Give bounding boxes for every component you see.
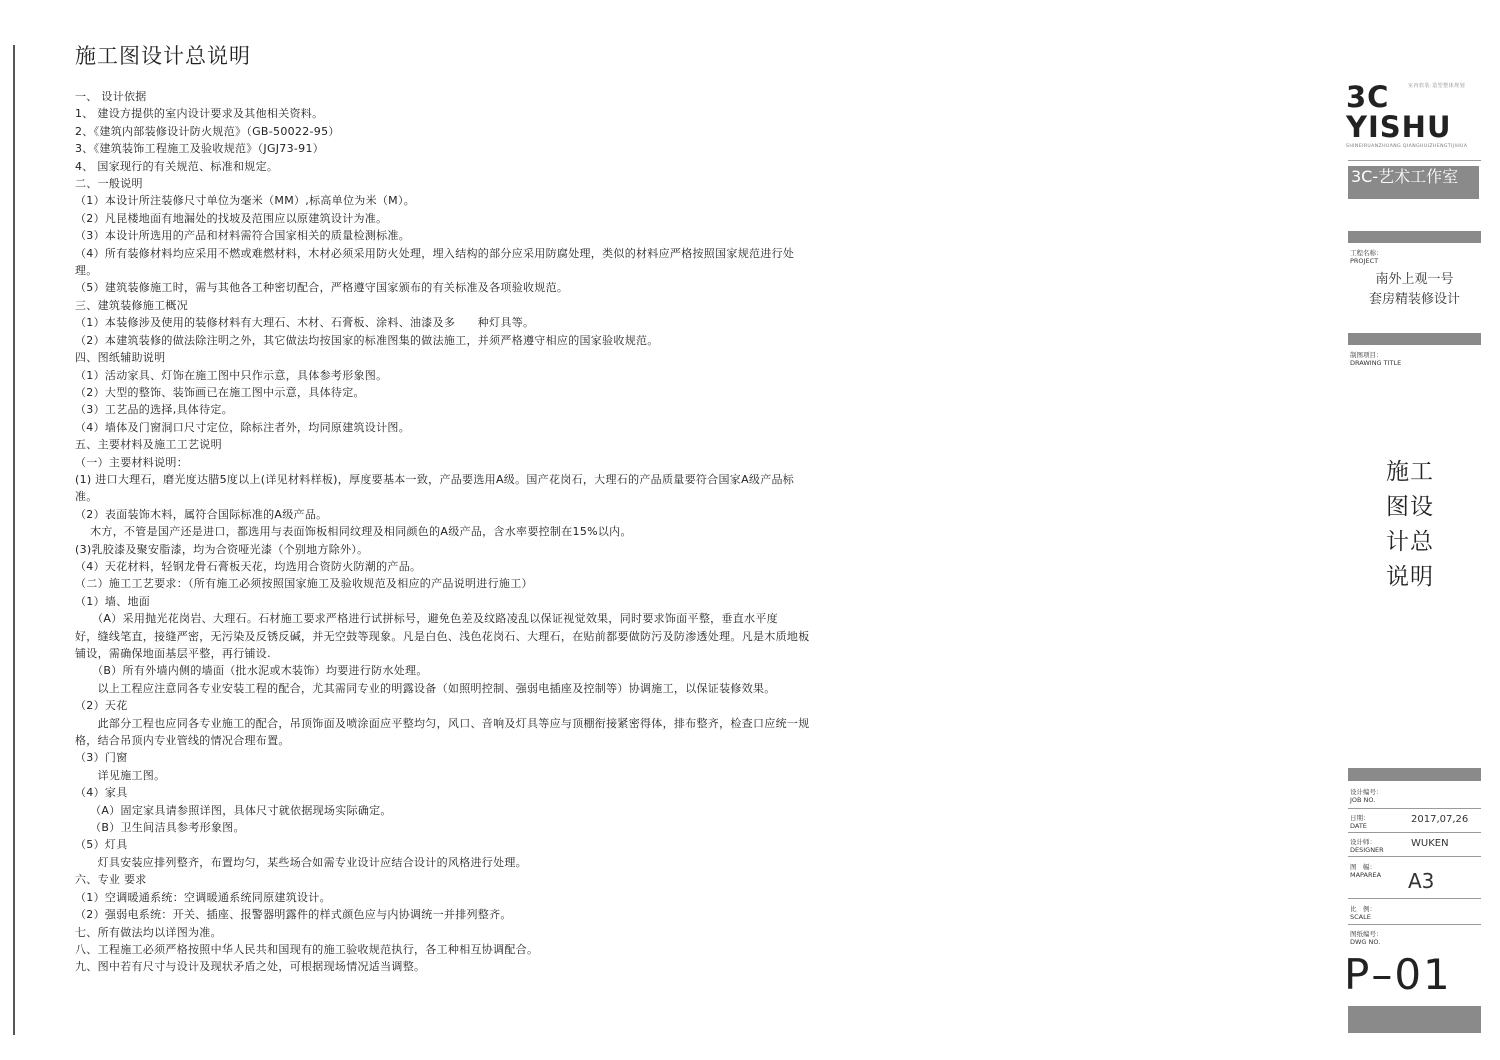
spec-line: 八、工程施工必须严格按照中华人民共和国现有的施工验收规范执行，各工种相互协调配合。 xyxy=(75,942,539,956)
section-bar xyxy=(1348,231,1481,243)
spec-line: （4）天花材料，轻钢龙骨石膏板天花，均选用合资防火防潮的产品。 xyxy=(75,559,422,573)
project-name: 南外上观一号 套房精装修设计 xyxy=(1368,272,1460,307)
dwg-no-label: 图纸编号： DWG NO. xyxy=(1350,930,1383,946)
left-border-rule xyxy=(13,45,15,1035)
scale-label: 比 例： SCALE xyxy=(1350,905,1376,921)
spec-line: 理。 xyxy=(75,264,98,278)
footer-bar xyxy=(1348,1006,1481,1033)
spec-line: (3)乳胶漆及聚安脂漆，均为合资哑光漆（个别地方除外）。 xyxy=(75,542,369,556)
spec-line: （A）固定家具请参照详图，具体尺寸就依据现场实际确定。 xyxy=(75,803,392,817)
spec-line: （2）天花 xyxy=(75,699,128,713)
spec-line: 3、《建筑装饰工程施工及验收规范》（JGJ73-91） xyxy=(75,142,325,156)
spec-line: 4、 国家现行的有关规范、标准和规定。 xyxy=(75,159,279,173)
divider xyxy=(1348,160,1481,161)
spec-line: （2）大型的整饰、装饰画已在施工图中示意，具体待定。 xyxy=(75,385,365,399)
spec-line: 以上工程应注意同各专业安装工程的配合，尤其需同专业的明露设备（如照明控制、强弱电插座及控制等）协调施工，以保证装修效果。 xyxy=(75,681,776,695)
spec-line: （1）空调暖通系统：空调暖通系统同原建筑设计。 xyxy=(75,890,331,904)
divider xyxy=(1348,856,1481,857)
spec-line: 七、所有做法均以详图为准。 xyxy=(75,925,222,939)
logo-pinyin: SHINEIRUANZHUANG QIANGHUIZHENGTIJIHUA xyxy=(1346,144,1468,149)
spec-line: （1）墙、地面 xyxy=(75,594,151,608)
spec-line: 三、建筑装修施工概况 xyxy=(75,298,188,312)
spec-line: 五、主要材料及施工工艺说明 xyxy=(75,438,222,452)
spec-line: （1）本装修涉及使用的装修材料有大理石、木材、石膏板、涂料、油漆及多 种灯具等。 xyxy=(75,316,535,330)
maparea-label: 图 幅： MAPAREA xyxy=(1350,863,1382,879)
spec-line: 铺设，需确保地面基层平整，再行铺设. xyxy=(75,647,271,660)
spec-line: （二）施工工艺要求：（所有施工必须按照国家施工及验收规范及相应的产品说明进行施工） xyxy=(75,577,533,591)
spec-line: （2）表面装饰木料，属符合国际标准的A级产品。 xyxy=(75,507,328,521)
spec-line: （一）主要材料说明： xyxy=(75,455,188,469)
section-bar xyxy=(1348,333,1481,345)
spec-line: 四、图纸辅助说明 xyxy=(75,351,166,365)
spec-line: （1）活动家具、灯饰在施工图中只作示意，具体参考形象图。 xyxy=(75,368,388,382)
date-value: 2017,07,26 xyxy=(1411,814,1469,825)
divider xyxy=(1348,808,1481,809)
maparea-value: A3 xyxy=(1408,869,1435,893)
project-label: 工程名称： PROJECT xyxy=(1350,249,1383,265)
company-logo xyxy=(1346,80,1486,149)
job-no-label: 设计编号： JOB NO. xyxy=(1350,788,1383,804)
spec-line: （2）凡昆楼地面有地漏处的找坡及范围应以原建筑设计为准。 xyxy=(75,211,388,225)
spec-line: （4）墙体及门窗洞口尺寸定位，除标注者外，均同原建筑设计图。 xyxy=(75,420,410,434)
spec-line: 灯具安装应排列整齐，布置均匀，某些场合如需专业设计应结合设计的风格进行处理。 xyxy=(75,855,527,869)
spec-line: (1) 进口大理石，磨光度达腊5度以上(详见材料样板)，厚度要基本一致，产品要选用A级。国产花岗石，大理石的产品质量要符合国家A级产品标 xyxy=(75,472,795,486)
designer-label: 设计师： DESIGNER xyxy=(1350,838,1384,854)
spec-line: （B）所有外墙内侧的墙面（批水泥或木装饰）均要进行防水处理。 xyxy=(75,664,428,678)
spec-line: 一、 设计依据 xyxy=(75,90,147,103)
spec-line: （A）采用抛光花岗岩、大理石。石材施工要求严格进行试拼标号，避免色差及纹路凌乱以保证视觉效果，同时要求饰面平整，垂直水平度 xyxy=(75,612,778,626)
spec-line: （4）家具 xyxy=(75,786,128,800)
spec-line: 六、专业 要求 xyxy=(75,873,147,887)
spec-line: 准。 xyxy=(75,490,98,504)
spec-line: 二、一般说明 xyxy=(75,177,143,191)
logo-tagline: 室内软装·造型整体规划 xyxy=(1408,83,1466,89)
spec-line: （4）所有装修材料均应采用不燃或难燃材料，木材必须采用防火处理，埋入结构的部分应采用防腐处理，类似的材料应严格按照国家规范进行处 xyxy=(75,246,795,260)
spec-line: （3）门窗 xyxy=(75,751,128,765)
spec-line: 格，结合吊顶内专业管线的情况合理布置。 xyxy=(75,734,290,748)
spec-line: （B）卫生间洁具参考形象图。 xyxy=(75,821,245,835)
divider xyxy=(1348,898,1481,899)
divider xyxy=(1348,832,1481,833)
logo-wordmark: 3C YISHU xyxy=(1346,80,1452,144)
spec-line: 此部分工程也应同各专业施工的配合，吊顶饰面及喷涂面应平整均匀，风口、音响及灯具等应与顶棚衔接紧密得体，排布整齐，检查口应统一规 xyxy=(75,716,810,730)
spec-line: （2）强弱电系统：开关、插座、报警器明露件的样式颜色应与内协调统一并排列整齐。 xyxy=(75,908,512,922)
spec-line: 木方，不管是国产还是进口，都选用与表面饰板相同纹理及相同颜色的A级产品，含水率要控制在15%以内。 xyxy=(75,525,632,539)
spec-line: （3）本设计所选用的产品和材料需符合国家相关的质量检测标准。 xyxy=(75,229,410,243)
spec-line: 九、图中若有尺寸与设计及现状矛盾之处，可根据现场情况适当调整。 xyxy=(75,960,426,974)
drawing-title-label: 制图项目： DRAWING TITLE xyxy=(1350,351,1402,367)
document-title: 施工图设计总说明 xyxy=(75,44,251,68)
spec-line: （2）本建筑装修的做法除注明之外，其它做法均按国家的标准图集的做法施工，并须严格遵守相应的国家验收规范。 xyxy=(75,333,659,347)
spec-line: 2、《建筑内部装修设计防火规范》（GB-50022-95） xyxy=(75,124,340,138)
section-bar xyxy=(1348,768,1481,781)
drawing-title: 施工 图设 计总 说明 xyxy=(1386,459,1434,590)
spec-line: 详见施工图。 xyxy=(75,768,166,782)
divider xyxy=(1348,924,1481,925)
spec-line: （1）本设计所注装修尺寸单位为毫米（MM）,标高单位为米（M）。 xyxy=(75,194,416,208)
spec-line: 1、 建设方提供的室内设计要求及其他相关资料。 xyxy=(75,107,324,121)
spec-line: （3）工艺品的选择,具体待定。 xyxy=(75,403,233,417)
spec-line: 好，缝线笔直，接缝严密，无污染及反锈反碱，并无空鼓等现象。凡是白色、浅色花岗石、大理石，在贴前都要做防污及防渗透处理。凡是木质地板 xyxy=(75,629,810,643)
spec-line: （5）建筑装修施工时，需与其他各工种密切配合，严格遵守国家颁布的有关标准及各项验收规范。 xyxy=(75,281,569,295)
dwg-number: P–01 xyxy=(1344,950,1452,999)
spec-line: （5）灯具 xyxy=(75,838,128,852)
specification-body xyxy=(75,88,895,976)
studio-name: 3C-艺术工作室 xyxy=(1348,166,1479,199)
designer-value: WUKEN xyxy=(1411,838,1449,849)
date-label: 日期： DATE xyxy=(1350,814,1370,830)
